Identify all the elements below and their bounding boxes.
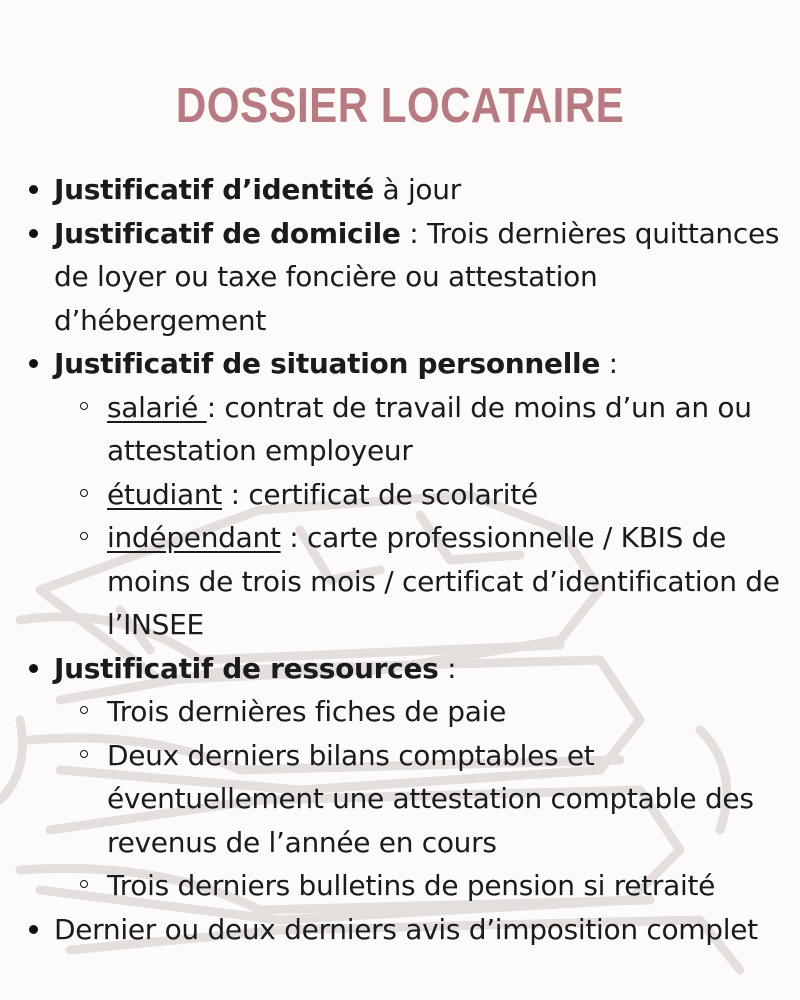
item-text: : (600, 347, 618, 380)
list-item (54, 647, 800, 908)
item-heading: Justificatif de ressources (54, 651, 439, 685)
sub-item-term: étudiant (107, 477, 222, 511)
list-item (54, 342, 800, 647)
sub-item-term: indépendant (107, 521, 281, 554)
sub-item-text: : carte professionnelle / KBIS de moins de trois mois / certificat d’identification de l’INSEE (107, 521, 780, 641)
list-item (54, 908, 800, 952)
item-text: : Trois dernières quittances de loyer ou taxe foncière ou attestation d’hébergement (54, 216, 780, 337)
sub-list (54, 386, 800, 647)
sub-item-text: Deux derniers bilans comptables et éventuellement une attestation comptable des revenus de l’année en cours (107, 738, 754, 859)
sub-list-item (107, 516, 800, 647)
sub-list-item (107, 864, 800, 908)
item-heading: Justificatif de situation personnelle (54, 347, 601, 380)
item-text: à jour (373, 173, 461, 206)
sub-list (54, 690, 800, 908)
list-item (54, 212, 800, 343)
sub-item-text: Trois dernières fiches de paie (107, 695, 506, 728)
item-text: : (438, 651, 457, 685)
item-heading: Justificatif de domicile (54, 216, 401, 250)
list-item (54, 168, 800, 212)
item-heading: Justificatif d’identité (54, 173, 374, 206)
sub-list-item (107, 473, 800, 517)
sub-item-text: : certificat de scolarité (222, 477, 538, 511)
sub-item-text: : contrat de travail de moins d’un an ou attestation employeur (107, 390, 752, 467)
sub-list-item (107, 734, 800, 865)
sub-item-text: Trois derniers bulletins de pension si retraité (107, 869, 716, 902)
sub-list-item (107, 386, 800, 473)
sub-list-item (107, 690, 800, 734)
page-title: DOSSIER LOCATAIRE (175, 79, 625, 133)
requirements-list (0, 168, 800, 951)
item-text: Dernier ou deux derniers avis d’imposition complet (54, 912, 758, 946)
sub-item-term: salarié (107, 390, 207, 424)
